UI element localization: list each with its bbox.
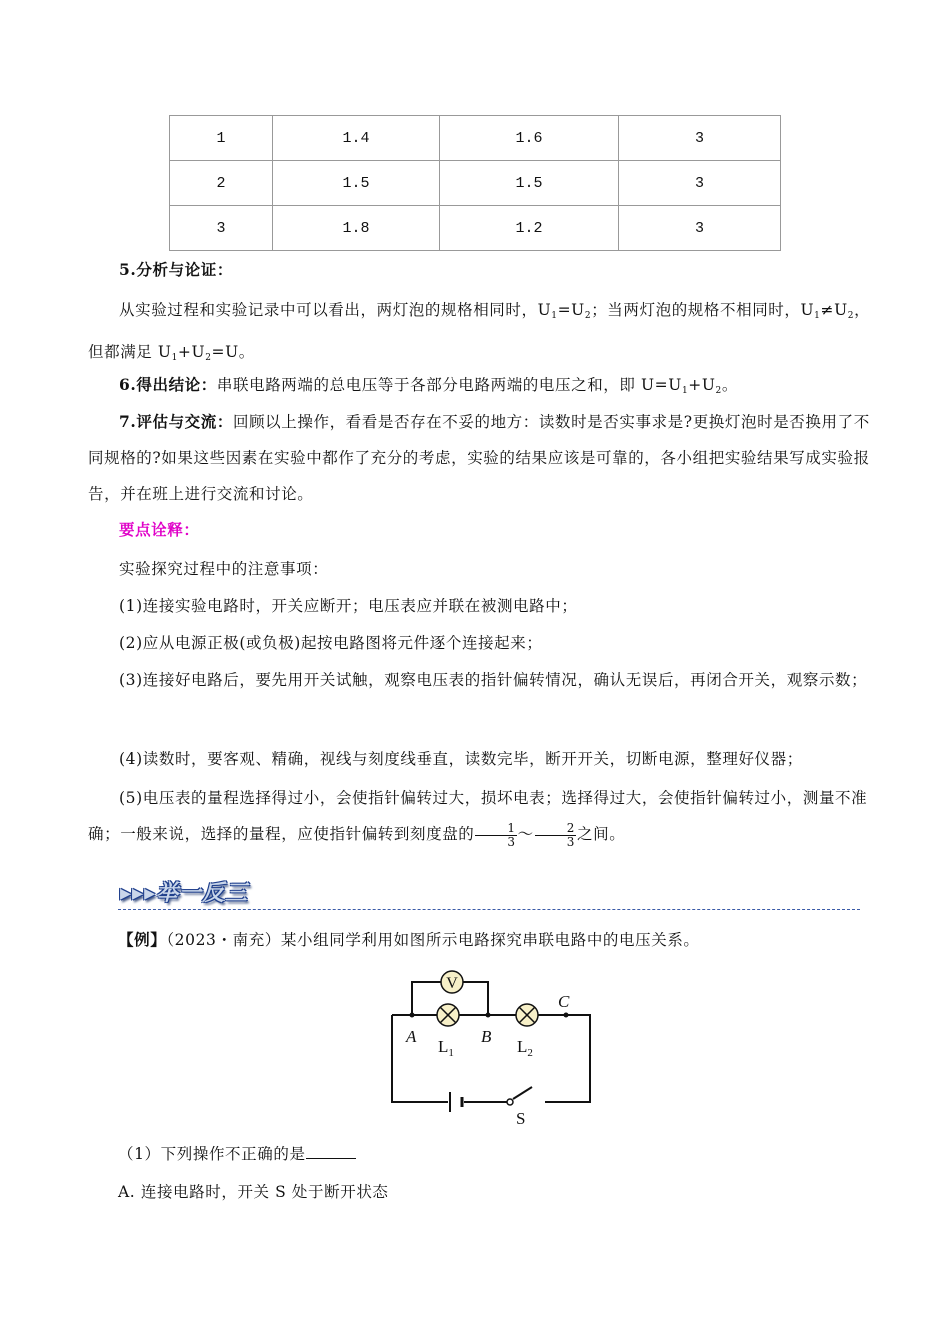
table-cell: 3 [619, 116, 781, 161]
table-cell: 1.2 [440, 206, 619, 251]
section-6-text: 6.得出结论：串联电路两端的总电压等于各部分电路两端的电压之和，即 $U=U_1+U_2$。 [119, 375, 738, 396]
table-row [170, 161, 781, 206]
keypoint-item: (1)连接实验电路时，开关应断开；电压表应并联在被测电路中； [119, 597, 578, 615]
keypoint-item: (3)连接好电路后，要先用开关试触，观察电压表的指针偏转情况，确认无误后，再闭合开关，观察示数； [119, 671, 868, 689]
fraction-two-thirds: $\frac{2}{3}$ [535, 822, 576, 849]
table-cell: 3 [619, 206, 781, 251]
label-s: S [516, 1109, 526, 1128]
keypoint-item: (2)应从电源正极(或负极)起按电路图将元件逐个连接起来； [119, 634, 543, 652]
label-b: B [481, 1027, 492, 1046]
table-cell: 3 [619, 161, 781, 206]
voltmeter-label: V [446, 975, 458, 992]
switch-contact [507, 1099, 513, 1105]
lamp-l2-icon [516, 1004, 538, 1026]
table-cell: 3 [170, 206, 273, 251]
table-cell: 1 [170, 116, 273, 161]
table-row [170, 206, 781, 251]
data-table [169, 115, 781, 251]
fraction-one-third: $\frac{1}{3}$ [475, 822, 516, 849]
section-7-text: 7.评估与交流：回顾以上操作，看看是否存在不妥的地方：读数时是否实事求是?更换灯泡时是否换用了不同规格的?如果这些因素在实验中都作了充分的考虑，实验的结果应该是可靠的，各小组把实验结果写成实验报告，并在班上进行交流和讨论。 [88, 412, 870, 503]
keypoints-heading: 要点诠释： [119, 520, 200, 539]
label-l1: $L_1$ [438, 1037, 454, 1059]
lamp-l1-icon [437, 1004, 459, 1026]
label-l2: $L_2$ [517, 1037, 533, 1059]
node-b [486, 1013, 491, 1018]
section-banner: ▸▸▸举一反三 [120, 881, 249, 906]
question-1: （1）下列操作不正确的是 [118, 1136, 878, 1172]
section-5-text: 从实验过程和实验记录中可以看出，两灯泡的规格相同时，$U_1=U_2$；当两灯泡的规格不相同时，$U_1\ne U_2$，但都满足 $U_1+U_2=U$。 [88, 301, 871, 363]
divider [118, 909, 860, 910]
section-5-heading: 5.分析与论证： [119, 260, 233, 279]
table-cell: 2 [170, 161, 273, 206]
keypoint-item-5: (5)电压表的量程选择得过小，会使指针偏转过大，损坏电表；选择得过大，会使指针偏转过小，测量不准确；一般来说，选择的量程，应使指针偏转到刻度盘的 $\frac{1}{3}$ ～ $\frac{2}{3}$ 之间。 [88, 789, 868, 849]
circuit-diagram [380, 962, 610, 1132]
node-a [410, 1013, 415, 1018]
keypoints-intro: 实验探究过程中的注意事项： [119, 560, 329, 578]
table-cell: 1.5 [273, 161, 440, 206]
table-row [170, 116, 781, 161]
label-a: A [406, 1027, 417, 1046]
label-c: C [558, 992, 570, 1011]
table-cell: 1.4 [273, 116, 440, 161]
answer-blank [306, 1144, 356, 1159]
node-c [564, 1013, 569, 1018]
question-option-a: A. 连接电路时，开关 S 处于断开状态 [118, 1183, 389, 1201]
table-cell: 1.6 [440, 116, 619, 161]
example-line: 【例】（2023・南充）某小组同学利用如图所示电路探究串联电路中的电压关系。 [118, 930, 700, 949]
table-cell: 1.5 [440, 161, 619, 206]
table-cell: 1.8 [273, 206, 440, 251]
keypoint-item: (4)读数时，要客观、精确，视线与刻度线垂直，读数完毕，断开开关，切断电源，整理好仪器； [119, 750, 803, 768]
